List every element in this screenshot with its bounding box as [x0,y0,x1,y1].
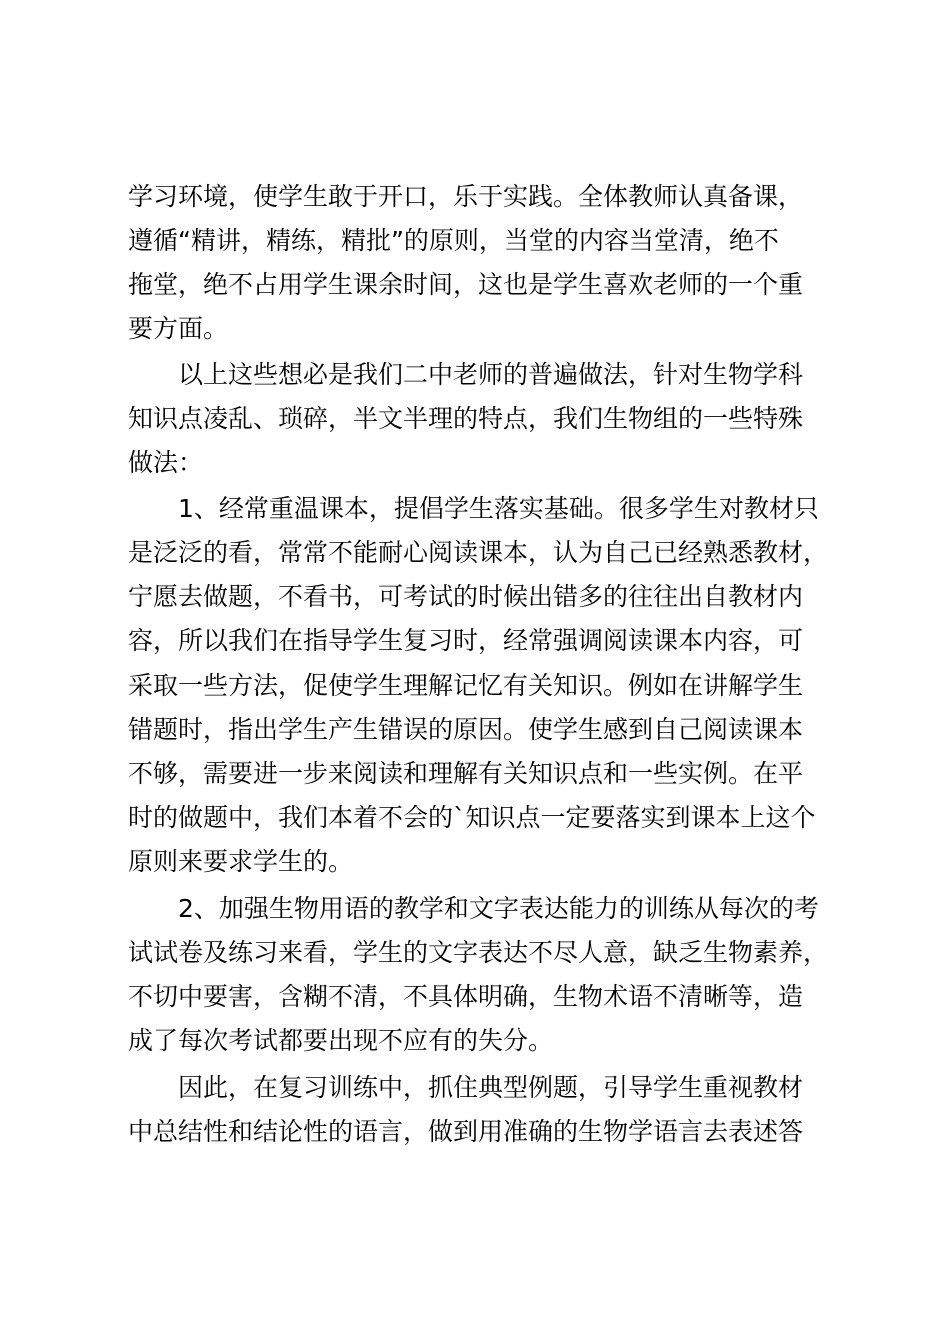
text-line: 成了每次考试都要出现不应有的失分。 [128,1026,554,1055]
text-line: 宁愿去做题，不看书，可考试的时候出错多的往往出自教材内 [128,582,804,611]
text-line: 试试卷及练习来看，学生的文字表达不尽人意，缺乏生物素养， [128,938,829,967]
text-line: 采取一些方法，促使学生理解记忆有关知识。例如在讲解学生 [128,671,804,700]
text-line: 不切中要害，含糊不清，不具体明确，生物术语不清晰等，造 [128,982,804,1011]
paragraph-first-line: 因此，在复习训练中，抓住典型例题，引导学生重视教材 [178,1073,804,1102]
paragraph-first-line: 1、经常重温课本，提倡学生落实基础。很多学生对教材只 [178,494,819,523]
text-line: 做法： [128,448,204,477]
text-line: 原则来要求学生的。 [128,847,354,876]
text-line: 不够，需要进一步来阅读和理解有关知识点和一些实例。在平 [128,759,804,788]
text-line: 是泛泛的看，常常不能耐心阅读课本，认为自己已经熟悉教材， [128,538,829,567]
text-line: 时的做题中，我们本着不会的`知识点一定要落实到课本上这个 [128,803,816,832]
paragraph-first-line: 2、加强生物用语的教学和文字表达能力的训练从每次的考 [178,894,819,923]
text-line: 知识点凌乱、琐碎，半文半理的特点，我们生物组的一些特殊 [128,404,804,433]
text-line: 容，所以我们在指导学生复习时，经常强调阅读课本内容，可 [128,626,804,655]
text-line: 遵循“精讲，精练，精批”的原则，当堂的内容当堂清，绝不 [128,226,779,255]
text-line: 拖堂，绝不占用学生课余时间，这也是学生喜欢老师的一个重 [128,270,804,299]
text-line: 要方面。 [128,314,229,343]
text-line: 错题时，指出学生产生错误的原因。使学生感到自己阅读课本 [128,715,804,744]
text-line: 学习环境，使学生敢于开口，乐于实践。全体教师认真备课， [128,182,804,211]
paragraph-first-line: 以上这些想必是我们二中老师的普遍做法，针对生物学科 [178,360,804,389]
text-line: 中总结性和结论性的语言，做到用准确的生物学语言去表述答 [128,1117,804,1146]
